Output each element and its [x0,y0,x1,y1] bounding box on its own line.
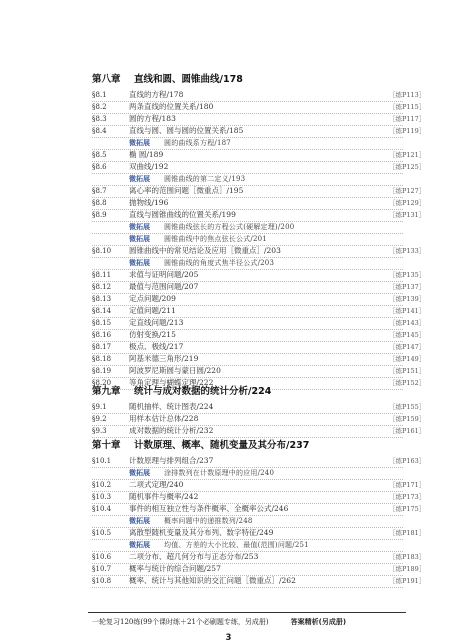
entry-title: 圆锥曲线中的焦点弦长公式/201 [164,235,267,243]
entry-title: 计数原理与排列组合/237 [129,456,214,465]
entry-title: 随机事件与概率/242 [129,492,199,501]
toc-entry[interactable] [92,149,372,161]
section-number: §8.12 [92,283,112,291]
footer-practice-text: 一轮复习120练(99个课时练＋21个必刷题专练，另成册) [92,618,269,626]
dotted-rule [92,587,403,588]
entry-title: 成对数据的统计分析/232 [129,426,214,435]
entry-title: 直线与圆锥曲线的位置关系/199 [129,210,236,219]
entry-title: 定值问题/211 [129,306,176,315]
practice-page-ref[interactable]: ［练P139］ [389,295,426,303]
practice-page-ref[interactable]: ［练P149］ [389,355,426,363]
toc-entry[interactable] [92,563,372,575]
practice-page-ref[interactable]: ［练P175］ [389,505,426,513]
practice-page-ref[interactable]: ［练P141］ [389,307,426,315]
practice-page-ref[interactable]: ［练P181］ [389,529,426,537]
toc-entry[interactable] [92,455,372,467]
section-number: §10.6 [92,553,112,561]
toc-subentry[interactable] [92,515,372,527]
toc-entry[interactable] [92,527,372,539]
toc-entry[interactable] [92,575,372,587]
chapter-heading[interactable] [92,74,243,86]
section-number: §8.13 [92,295,112,303]
extension-badge: 微拓展 [129,222,150,231]
entry-title: 事件的相互独立性与条件概率、全概率公式/246 [129,504,289,513]
extension-badge: 微拓展 [129,516,150,525]
section-number: §9.3 [92,427,107,435]
practice-page-ref[interactable]: ［练P113］ [389,91,426,99]
practice-page-ref[interactable]: ［练P191］ [389,577,426,585]
section-number: §8.1 [92,91,107,99]
entry-title: 椭 圆/189 [129,150,164,159]
chapter-heading[interactable] [92,440,309,452]
practice-page-ref[interactable]: ［练P173］ [389,493,426,501]
section-number: §10.7 [92,565,112,573]
extension-badge: 微拓展 [129,468,150,477]
section-number: §8.8 [92,199,107,207]
section-number: §8.7 [92,187,107,195]
toc-entry[interactable] [92,425,372,437]
toc-entry[interactable] [92,329,372,341]
practice-page-ref[interactable]: ［练P155］ [389,403,426,411]
section-number: §8.4 [92,127,107,135]
entry-title: 直线的方程/178 [129,90,184,99]
practice-page-ref[interactable]: ［练P133］ [389,247,426,255]
chapter-number: 第九章 [92,386,121,397]
toc-subentry[interactable] [92,137,372,149]
toc-entry[interactable] [92,413,372,425]
page-number: 3 [225,633,232,643]
toc-entry[interactable] [92,113,372,125]
toc-entry[interactable] [92,479,372,491]
practice-page-ref[interactable]: ［练P147］ [389,343,426,351]
practice-page-ref[interactable]: ［练P189］ [389,565,426,573]
entry-title: 双曲线/192 [129,162,169,171]
chapter-heading[interactable] [92,386,271,398]
entry-title: 概率与统计的综合问题/257 [129,564,221,573]
entry-title: 圆锥曲线弦长的方程公式(硬解定理)/200 [164,223,295,231]
toc-subentry[interactable] [92,467,372,479]
entry-title: 阿波罗尼斯圆与蒙日圆/220 [129,366,221,375]
toc-subentry[interactable] [92,539,372,551]
section-number: §10.2 [92,481,112,489]
entry-title: 求值与证明问题/205 [129,270,199,279]
toc-entry[interactable] [92,245,372,257]
section-number: §8.5 [92,151,107,159]
chapter-number: 第十章 [92,440,121,451]
footer-divider [88,612,406,613]
practice-page-ref[interactable]: ［练P183］ [389,553,426,561]
entry-title: 阿基米德三角形/219 [129,354,199,363]
entry-title: 涂排数列在计数原理中的应用/240 [164,469,275,477]
footer-answer-text: 答案精析(另成册) [290,618,347,626]
practice-page-ref[interactable]: ［练P163］ [389,457,426,465]
entry-title: 圆的曲线系方程/187 [164,139,231,147]
entry-title: 定点问题/209 [129,294,176,303]
toc-entry[interactable] [92,317,372,329]
toc-subentry[interactable] [92,173,372,185]
practice-page-ref[interactable]: ［练P135］ [389,271,426,279]
toc-entry[interactable] [92,197,372,209]
toc-subentry[interactable] [92,257,372,269]
extension-badge: 微拓展 [129,138,150,147]
section-number: §10.4 [92,505,112,513]
toc-entry[interactable] [92,401,372,413]
practice-page-ref[interactable]: ［练P161］ [389,427,426,435]
entry-title: 离散型随机变量及其分布列、数字特征/249 [129,528,274,537]
extension-badge: 微拓展 [129,540,150,549]
section-number: §10.1 [92,457,112,465]
section-number: §8.9 [92,211,107,219]
section-number: §8.11 [92,271,112,279]
entry-title: 二项分布、超几何分布与正态分布/253 [129,552,259,561]
toc-entry[interactable] [92,365,372,377]
entry-title: 两条直线的位置关系/180 [129,102,214,111]
toc-entry[interactable] [92,503,372,515]
practice-page-ref[interactable]: ［练P171］ [389,481,426,489]
toc-entry[interactable] [92,89,372,101]
practice-page-ref[interactable]: ［练P125］ [389,163,426,171]
practice-page-ref[interactable]: ［练P115］ [389,103,426,111]
entry-title: 极点、极线/217 [129,342,184,351]
section-number: §9.1 [92,403,107,411]
entry-title: 概率、统计与其他知识的交汇问题［微重点］/262 [129,576,296,585]
section-number: §8.2 [92,103,107,111]
entry-title: 等角定理与蝴蝶定理/222 [129,378,214,387]
entry-title: 用样本估计总体/228 [129,414,199,423]
toc-entry[interactable] [92,551,372,563]
entry-title: 圆锥曲线的第二定义/193 [164,175,246,183]
chapter-number: 第八章 [92,74,121,85]
practice-page-ref[interactable]: ［练P152］ [389,379,426,387]
section-number: §8.20 [92,379,112,387]
practice-page-ref[interactable]: ［练P117］ [389,115,426,123]
entry-title: 圆的方程/183 [129,114,176,123]
toc-entry[interactable] [92,185,372,197]
practice-page-ref[interactable]: ［练P127］ [389,187,426,195]
toc-subentry[interactable] [92,233,372,245]
entry-title: 随机抽样、统计图表/224 [129,402,214,411]
extension-badge: 微拓展 [129,258,150,267]
toc-entry[interactable] [92,125,372,137]
section-number: §8.14 [92,307,112,315]
extension-badge: 微拓展 [129,234,150,243]
toc-entry[interactable] [92,101,372,113]
section-number: §8.6 [92,163,107,171]
entry-title: 二项式定理/240 [129,480,184,489]
chapter-title: 直线和圆、圆锥曲线/178 [134,74,243,85]
toc-subentry[interactable] [92,221,372,233]
practice-page-ref[interactable]: ［练P119］ [389,127,426,135]
entry-title: 均值、方差的大小比较、最值(范围)问题/251 [164,541,309,549]
toc-entry[interactable] [92,305,372,317]
toc-entry[interactable] [92,353,372,365]
chapter-title: 计数原理、概率、随机变量及其分布/237 [134,440,310,451]
chapter-title: 统计与成对数据的统计分析/224 [134,386,272,397]
section-number: §10.8 [92,577,112,585]
toc-entry[interactable] [92,293,372,305]
practice-page-ref[interactable]: ［练P143］ [389,319,426,327]
toc-entry[interactable] [92,281,372,293]
practice-page-ref[interactable]: ［练P129］ [389,199,426,207]
section-number: §8.19 [92,367,112,375]
section-number: §10.3 [92,493,112,501]
practice-page-ref[interactable]: ［练P151］ [389,367,426,375]
entry-title: 圆锥曲线中的常见结论及应用［微重点］/203 [129,246,281,255]
practice-page-ref[interactable]: ［练P145］ [389,331,426,339]
entry-title: 最值与范围问题/207 [129,282,199,291]
practice-page-ref[interactable]: ［练P137］ [389,283,426,291]
toc-entry[interactable] [92,161,372,173]
entry-title: 直线与圆、圆与圆的位置关系/185 [129,126,244,135]
section-number: §9.2 [92,415,107,423]
extension-badge: 微拓展 [129,174,150,183]
section-number: §8.16 [92,331,112,339]
practice-page-ref[interactable]: ［练P121］ [389,151,426,159]
entry-title: 圆锥曲线的角度式焦半径公式/203 [164,259,275,267]
section-number: §8.18 [92,355,112,363]
dotted-rule [92,437,403,438]
practice-page-ref[interactable]: ［练P131］ [389,211,426,219]
entry-title: 抛物线/196 [129,198,169,207]
section-number: §8.3 [92,115,107,123]
toc-entry[interactable] [92,269,372,281]
section-number: §10.5 [92,529,112,537]
toc-entry[interactable] [92,341,372,353]
entry-title: 定直线问题/213 [129,318,184,327]
practice-page-ref[interactable]: ［练P159］ [389,415,426,423]
toc-entry[interactable] [92,209,372,221]
section-number: §8.10 [92,247,112,255]
section-number: §8.17 [92,343,112,351]
entry-title: 离心率的范围问题［微重点］/195 [129,186,244,195]
section-number: §8.15 [92,319,112,327]
toc-entry[interactable] [92,491,372,503]
entry-title: 概率问题中的递推数列/248 [164,517,253,525]
entry-title: 仿射变换/215 [129,330,176,339]
footer-note [92,616,346,628]
